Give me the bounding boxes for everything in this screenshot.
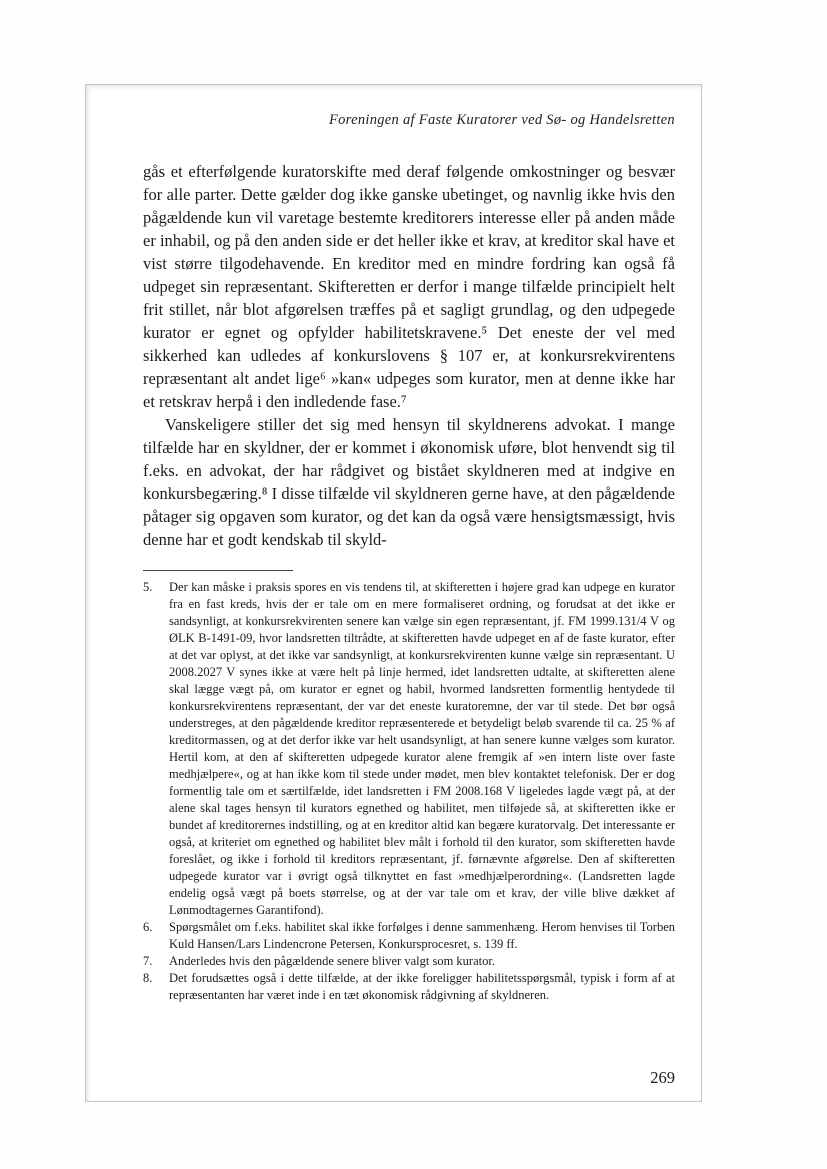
paragraph-1: gås et efterfølgende kuratorskifte med deraf følgende omkostninger og besvær for alle parter. Dette gælder dog ikke ganske ubetinget, og navnlig ikke hvis den pågældende kun vil varetage bestemte kreditorers interesse eller på anden måde er inhabil, og på den anden side er det heller ikke et krav, at kreditor skal have et vist større tilgodehavende. En kreditor med en mindre fordring kan også få udpeget sin repræsentant. Skifteretten er derfor i mange tilfælde principielt helt frit stillet, når blot afgørelsen træffes på et sagligt grundlag, og den udpegede kurator er egnet og opfylder habilitetskravene.⁵ Det eneste der vel med sikkerhed kan udledes af konkurslovens § 107 er, at konkursrekvirentens repræsentant alt andet lige⁶ »kan« udpeges som kurator, men at denne ikke har et retskrav herpå i den indledende fase.⁷ — [143, 162, 675, 411]
footnote-number: 5. — [143, 580, 153, 594]
footnote-number: 6. — [143, 920, 153, 934]
footnote-6 — [143, 919, 675, 953]
page-content — [143, 85, 675, 1101]
footnote-text: Spørgsmålet om f.eks. habilitet skal ikke forfølges i denne sammenhæng. Herom henvises til Torben Kuld Hansen/Lars Lindencrone Petersen, Konkursprocesret, s. 139 ff. — [169, 920, 675, 951]
footnote-text: Anderledes hvis den pågældende senere bliver valgt som kurator. — [169, 954, 495, 968]
footnote-number: 7. — [143, 954, 153, 968]
footnote-8 — [143, 970, 675, 1004]
book-page — [85, 84, 702, 1102]
footnote-5 — [143, 579, 675, 919]
running-header: Foreningen af Faste Kuratorer ved Sø- og Handelsretten — [328, 112, 675, 128]
page-number: 269 — [650, 1068, 675, 1087]
footnote-number: 8. — [143, 971, 153, 985]
footnote-text: Der kan måske i praksis spores en vis tendens til, at skifteretten i højere grad kan udpege en kurator fra en fast kreds, hvis der er tale om en mere formaliseret ordning, og forudsat at det ikke er sandsynligt, at konkursrekvirenten senere kan vælge sin egen repræsentant, jf. FM 1999.131/4 V og ØLK B-1491-09, hvor landsretten tiltrådte, at skifteretten havde udpeget en af de faste kurator, efter at det var oplyst, at det ikke var sandsynligt, at konkursrekvirenten kunne vælge sin repræsentant. U 2008.2027 V synes ikke at være helt på linje hermed, idet landsretten udtalte, at skifteretten alene skal lægge vægt på, om kurator er egnet og habil, hvormed landsretten formentlig hentydede til konkursrekvirentens repræsentant, der var det eneste kuratoremne, der var til stede. Det bør også understreges, at den pågældende kreditor repræsenterede et betydeligt beløb svarende til ca. 25 % af kreditormassen, og at det derfor ikke var helt usandsynligt, at han senere kunne vælges som kurator. Hertil kom, at den af skifteretten udpegede kurator alene fremgik af »en intern liste over faste medhjælpere«, og at han ikke kom til stede under mødet, men blev kontaktet telefonisk. Der er dog formentlig tale om et særtilfælde, idet landsretten i FM 2008.168 V ligeledes lagde vægt på, at der alene skal tages hensyn til kurators egnethed og habilitet, men tilføjede så, at skifteretten ikke er bundet af kreditorernes indstilling, og at en kreditor altid kan begære kuratorvalg. Det interessante er også, at kriteriet om egnethed og habilitet blev målt i forhold til den kurator, som skifteretten havde foreslået, og ikke i forhold til kreditors repræsentant, jf. førnævnte afgørelse. Den af skifteretten udpegede kurator var i øvrigt også tilknyttet en fast »medhjælperordning«. (Landsretten lagde endelig også vægt på boets størrelse, og at der var tale om et krav, der ville blive dækket af Lønmodtagernes Garantifond). — [169, 580, 675, 917]
footnote-7 — [143, 953, 675, 970]
paragraph-2: Vanskeligere stiller det sig med hensyn til skyldnerens advokat. I mange tilfælde har en skyldner, der er kommet i økonomisk uføre, blot henvendt sig til f.eks. en advokat, der har rådgivet og bistået skyldneren med at indgive en konkursbegæring.⁸ I disse tilfælde vil skyldneren gerne have, at den pågældende påtager sig opgaven som kurator, og det kan da også være hensigtsmæssigt, hvis denne har et godt kendskab til skyld- — [143, 415, 675, 549]
footnote-text: Det forudsættes også i dette tilfælde, at der ikke foreligger habilitetsspørgsmål, typisk i form af at repræsentanten har været inde i en tæt økonomisk rådgivning af skyldneren. — [169, 971, 675, 1002]
body-text — [143, 160, 675, 551]
footnote-separator — [143, 570, 293, 571]
footnotes-section — [143, 579, 675, 1004]
